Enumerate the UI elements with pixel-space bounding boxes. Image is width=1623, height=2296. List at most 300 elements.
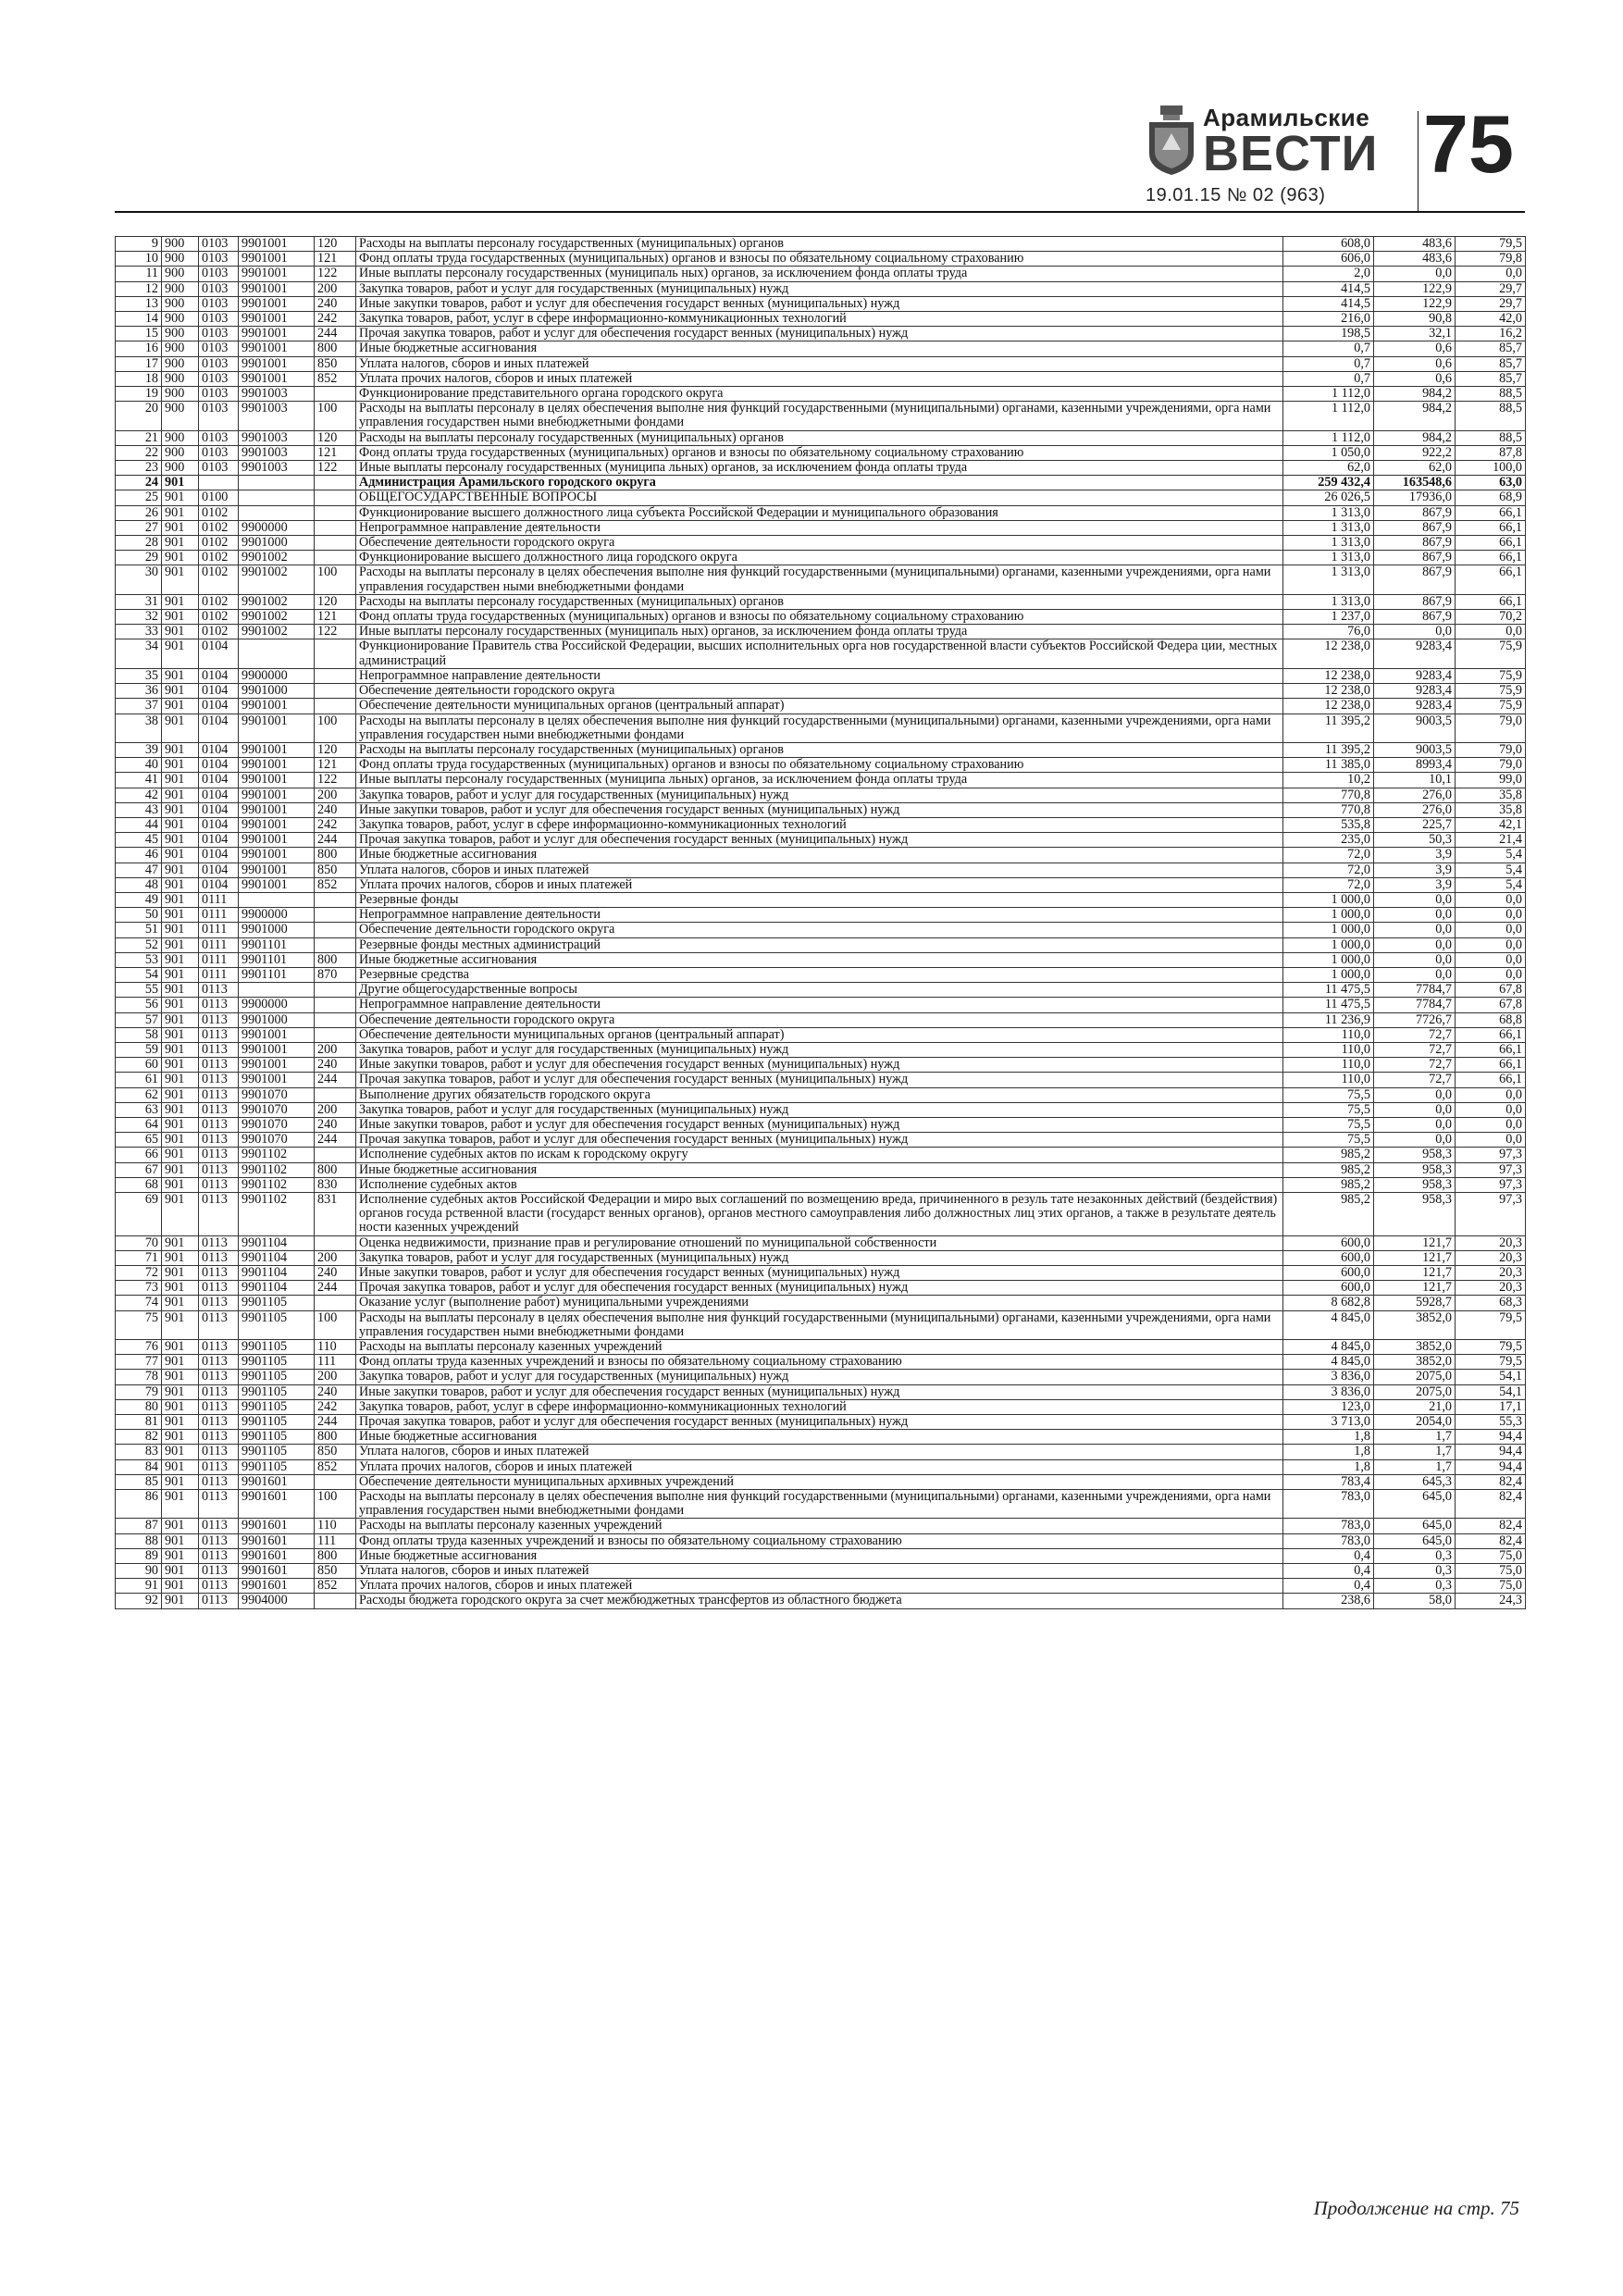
table-cell: 111 [315, 1533, 356, 1548]
table-cell: 10 [116, 252, 162, 267]
table-cell: 901 [162, 668, 199, 683]
table-cell [315, 536, 356, 551]
table-cell: 0,4 [1283, 1548, 1374, 1563]
table-cell: Расходы на выплаты персоналу государственных (муниципальных) органов [356, 237, 1283, 252]
table-cell: Обеспечение деятельности городского округа [356, 1012, 1283, 1027]
table-cell: Иные выплаты персоналу государственных (муниципаль ных) органов, за исключением фонда оплаты труда [356, 625, 1283, 639]
table-cell: 79,5 [1456, 1310, 1526, 1339]
table-cell: Функционирование Правитель ства Российской Федерации, высших исполнительных орга нов государственной власти субъектов Российской Федера ции, местных администраций [356, 639, 1283, 668]
table-cell: 9901001 [239, 699, 315, 714]
table-cell: Уплата прочих налогов, сборов и иных платежей [356, 1579, 1283, 1594]
table-cell: 1,7 [1374, 1459, 1456, 1474]
table-cell: 16 [116, 341, 162, 356]
table-cell: Фонд оплаты труда государственных (муниципальных) органов и взносы по обязательному социальному страхованию [356, 758, 1283, 773]
table-cell: 901 [162, 1310, 199, 1339]
table-cell: 0102 [199, 536, 239, 551]
table-cell: 13 [116, 296, 162, 311]
table-cell: 901 [162, 1564, 199, 1579]
table-cell: Закупка товаров, работ, услуг в сфере информационно-коммуникационных технологий [356, 1399, 1283, 1414]
table-cell: 0113 [199, 983, 239, 998]
table-cell: 1 313,0 [1283, 551, 1374, 565]
table-cell: 900 [162, 356, 199, 371]
table-cell [315, 684, 356, 699]
table-cell: 79 [116, 1384, 162, 1399]
table-cell: 20,3 [1456, 1235, 1526, 1250]
table-cell: 3,9 [1374, 863, 1456, 877]
table-cell: 0113 [199, 1087, 239, 1102]
table-cell [315, 668, 356, 683]
table-cell: 0103 [199, 356, 239, 371]
table-cell: 24 [116, 476, 162, 490]
table-cell: 0,0 [1374, 952, 1456, 967]
table-cell: 9901105 [239, 1459, 315, 1474]
table-row [116, 1087, 1526, 1102]
table-cell: 75,9 [1456, 639, 1526, 668]
table-cell: 0113 [199, 1355, 239, 1370]
table-cell: 72,0 [1283, 848, 1374, 863]
table-cell: 0,4 [1283, 1564, 1374, 1579]
table-cell: 0103 [199, 327, 239, 341]
table-cell: 901 [162, 1445, 199, 1459]
table-cell: 42,1 [1456, 817, 1526, 832]
table-cell: 39 [116, 742, 162, 757]
table-cell: 122 [315, 461, 356, 476]
table-cell: 0,0 [1374, 1087, 1456, 1102]
table-cell: 15 [116, 327, 162, 341]
table-cell: 9901001 [239, 848, 315, 863]
table-cell: 110 [315, 1340, 356, 1355]
table-cell: 9901001 [239, 802, 315, 817]
table-cell: 36 [116, 684, 162, 699]
table-cell: 0104 [199, 668, 239, 683]
table-row [116, 312, 1526, 327]
table-cell: 0111 [199, 937, 239, 952]
table-cell: 0113 [199, 1490, 239, 1519]
table-cell: 901 [162, 1519, 199, 1533]
table-cell: 9901003 [239, 461, 315, 476]
table-cell: 121,7 [1374, 1235, 1456, 1250]
table-cell: 9901104 [239, 1235, 315, 1250]
table-cell: 11 [116, 267, 162, 281]
table-cell: 66 [116, 1148, 162, 1162]
table-cell: Расходы на выплаты персоналу в целях обеспечения выполне ния функций государственными (муниципальными) органами, казенными учреждениями, орга нами управления государствен ными внебюджетными фондами [356, 1310, 1283, 1339]
table-cell: 66,1 [1456, 536, 1526, 551]
table-cell: 97,3 [1456, 1193, 1526, 1236]
table-row [116, 1445, 1526, 1459]
table-cell: 0113 [199, 1399, 239, 1414]
table-cell: 200 [315, 1102, 356, 1117]
table-cell: 17,1 [1456, 1399, 1526, 1414]
table-cell: 0,0 [1456, 1117, 1526, 1132]
table-cell: Фонд оплаты труда казенных учреждений и взносы по обязательному социальному страхованию [356, 1533, 1283, 1548]
table-cell: 0103 [199, 387, 239, 402]
table-cell: 9901601 [239, 1519, 315, 1533]
table-cell: 0102 [199, 594, 239, 609]
table-cell: 72,7 [1374, 1058, 1456, 1073]
table-cell: 9901000 [239, 923, 315, 937]
table-cell: 88,5 [1456, 402, 1526, 430]
table-cell: Обеспечение деятельности муниципальных органов (центральный аппарат) [356, 1027, 1283, 1042]
table-cell: 9901002 [239, 610, 315, 625]
table-cell: Расходы на выплаты персоналу в целях обеспечения выполне ния функций государственными (муниципальными) органами, казенными учреждениями, орга нами управления государствен ными внебюджетными фондами [356, 1490, 1283, 1519]
table-row [116, 356, 1526, 371]
table-cell: 120 [315, 237, 356, 252]
table-cell: 0,7 [1283, 356, 1374, 371]
table-cell: 7726,7 [1374, 1012, 1456, 1027]
table-cell: 9901102 [239, 1193, 315, 1236]
table-cell: 58 [116, 1027, 162, 1042]
table-cell: 69 [116, 1193, 162, 1236]
table-cell: 0113 [199, 1193, 239, 1236]
table-cell: 9901003 [239, 430, 315, 445]
table-cell: 867,9 [1374, 610, 1456, 625]
table-cell: 200 [315, 1370, 356, 1384]
table-cell: 99,0 [1456, 773, 1526, 788]
table-cell: 958,3 [1374, 1162, 1456, 1177]
table-cell: 9901104 [239, 1281, 315, 1296]
table-row [116, 371, 1526, 386]
table-cell: Расходы на выплаты персоналу государственных (муниципальных) органов [356, 742, 1283, 757]
table-cell: 8 682,8 [1283, 1296, 1374, 1310]
table-row [116, 327, 1526, 341]
table-cell: 9901001 [239, 817, 315, 832]
table-cell: 0104 [199, 848, 239, 863]
table-cell: Расходы на выплаты персоналу государственных (муниципальных) органов [356, 594, 1283, 609]
table-cell [315, 505, 356, 520]
table-cell: 901 [162, 1193, 199, 1236]
table-row [116, 983, 1526, 998]
table-cell: 901 [162, 1340, 199, 1355]
table-cell: 0103 [199, 296, 239, 311]
table-cell: 0113 [199, 1250, 239, 1265]
table-cell: 17 [116, 356, 162, 371]
table-cell: 9901001 [239, 252, 315, 267]
table-cell: 9901105 [239, 1384, 315, 1399]
table-row [116, 296, 1526, 311]
table-cell: 75,5 [1283, 1102, 1374, 1117]
table-cell: 9901070 [239, 1102, 315, 1117]
table-cell: Обеспечение деятельности городского округа [356, 536, 1283, 551]
table-cell: 0,0 [1456, 967, 1526, 982]
table-cell: 70 [116, 1235, 162, 1250]
table-row [116, 1266, 1526, 1281]
table-cell: 244 [315, 1415, 356, 1430]
table-cell: 901 [162, 773, 199, 788]
table-cell: 242 [315, 1399, 356, 1414]
table-cell: 901 [162, 1370, 199, 1384]
table-cell: Иные закупки товаров, работ и услуг для обеспечения государст венных (муниципальных) нужд [356, 1058, 1283, 1073]
table-cell: 0113 [199, 1445, 239, 1459]
table-cell: 75,5 [1283, 1117, 1374, 1132]
table-cell: 0,3 [1374, 1579, 1456, 1594]
table-cell: 9901001 [239, 267, 315, 281]
table-cell: 9901001 [239, 773, 315, 788]
table-cell: 66,1 [1456, 505, 1526, 520]
table-cell: 1 000,0 [1283, 908, 1374, 923]
table-row [116, 267, 1526, 281]
table-cell: 9283,4 [1374, 684, 1456, 699]
table-cell: Уплата налогов, сборов и иных платежей [356, 356, 1283, 371]
table-cell: 225,7 [1374, 817, 1456, 832]
table-cell: 9901002 [239, 551, 315, 565]
table-cell: 9900000 [239, 908, 315, 923]
table-cell: 867,9 [1374, 505, 1456, 520]
table-cell: 244 [315, 1073, 356, 1087]
table-cell: 800 [315, 1548, 356, 1563]
table-cell: 0104 [199, 699, 239, 714]
table-cell: 100 [315, 565, 356, 594]
table-cell: 42,0 [1456, 312, 1526, 327]
table-cell: 0113 [199, 1415, 239, 1430]
table-cell: 800 [315, 848, 356, 863]
table-cell: 0102 [199, 610, 239, 625]
table-cell: 958,3 [1374, 1177, 1456, 1192]
table-row [116, 848, 1526, 863]
table-cell: 63,0 [1456, 476, 1526, 490]
table-cell: 17936,0 [1374, 490, 1456, 505]
table-cell: 75,0 [1456, 1579, 1526, 1594]
table-cell: 49 [116, 892, 162, 907]
table-cell: 3852,0 [1374, 1340, 1456, 1355]
table-cell: Резервные фонды [356, 892, 1283, 907]
table-cell: 0113 [199, 1430, 239, 1445]
table-cell: 900 [162, 296, 199, 311]
table-cell: 900 [162, 461, 199, 476]
table-cell: 71 [116, 1250, 162, 1265]
table-cell: 9901003 [239, 387, 315, 402]
table-cell: 9901001 [239, 281, 315, 296]
table-cell: 11 475,5 [1283, 983, 1374, 998]
table-cell: 901 [162, 1594, 199, 1608]
table-cell: Расходы на выплаты персоналу в целях обеспечения выполне ния функций государственными (муниципальными) органами, казенными учреждениями, орга нами управления государствен ными внебюджетными фондами [356, 714, 1283, 742]
table-cell: 2075,0 [1374, 1384, 1456, 1399]
table-cell: 901 [162, 983, 199, 998]
table-cell: 0103 [199, 371, 239, 386]
table-cell: Иные бюджетные ассигнования [356, 1548, 1283, 1563]
table-cell: 9901105 [239, 1355, 315, 1370]
table-cell: 985,2 [1283, 1148, 1374, 1162]
table-cell: 9901001 [239, 742, 315, 757]
table-cell: 901 [162, 1399, 199, 1414]
table-cell: 9901601 [239, 1533, 315, 1548]
table-cell: Прочая закупка товаров, работ и услуг для обеспечения государст венных (муниципальных) нужд [356, 833, 1283, 848]
table-cell [239, 490, 315, 505]
table-cell: 830 [315, 1177, 356, 1192]
table-cell: 11 385,0 [1283, 758, 1374, 773]
table-cell: 1 313,0 [1283, 594, 1374, 609]
table-row [116, 773, 1526, 788]
table-cell: 0111 [199, 967, 239, 982]
table-cell: 535,8 [1283, 817, 1374, 832]
table-cell: 0113 [199, 1266, 239, 1281]
table-cell: 121 [315, 252, 356, 267]
table-cell: 29 [116, 551, 162, 565]
table-cell: 3 836,0 [1283, 1370, 1374, 1384]
table-cell: 67,8 [1456, 983, 1526, 998]
table-cell: 87,8 [1456, 445, 1526, 460]
table-row [116, 1370, 1526, 1384]
table-cell: 9901001 [239, 327, 315, 341]
table-cell: 0,0 [1456, 908, 1526, 923]
table-cell: 2075,0 [1374, 1370, 1456, 1384]
table-cell: 48 [116, 877, 162, 892]
table-cell: 66,1 [1456, 551, 1526, 565]
table-cell: 1 000,0 [1283, 937, 1374, 952]
table-cell: 900 [162, 445, 199, 460]
table-cell: 76,0 [1283, 625, 1374, 639]
table-cell: 0102 [199, 520, 239, 535]
table-cell: 0,0 [1374, 1133, 1456, 1148]
table-cell: 984,2 [1374, 402, 1456, 430]
table-cell: 111 [315, 1355, 356, 1370]
table-cell: 0113 [199, 1594, 239, 1608]
table-cell: 0103 [199, 402, 239, 430]
table-cell [315, 983, 356, 998]
table-cell: 66,1 [1456, 520, 1526, 535]
table-row [116, 1133, 1526, 1148]
table-cell: 240 [315, 802, 356, 817]
table-cell: 1 000,0 [1283, 952, 1374, 967]
table-cell: Исполнение судебных актов Российской Федерации и миро вых соглашений по возмещению вреда, причиненного в резуль тате незаконных действий (бездействия) органов госуда рственной власти (государст венных органов), органов местного самоуправления либо должностных лиц этих органов, а также в результате деятель ности казенных учреждений [356, 1193, 1283, 1236]
table-cell: 244 [315, 1281, 356, 1296]
table-cell: 901 [162, 1250, 199, 1265]
table-cell: 12 238,0 [1283, 684, 1374, 699]
table-cell: 0103 [199, 461, 239, 476]
table-cell: Уплата налогов, сборов и иных платежей [356, 1445, 1283, 1459]
table-cell: 901 [162, 802, 199, 817]
table-cell: 9901105 [239, 1445, 315, 1459]
table-cell: 9901101 [239, 952, 315, 967]
table-cell: Иные бюджетные ассигнования [356, 848, 1283, 863]
table-cell: 63 [116, 1102, 162, 1117]
table-cell: 85,7 [1456, 371, 1526, 386]
table-cell: 985,2 [1283, 1177, 1374, 1192]
table-cell: 75,5 [1283, 1087, 1374, 1102]
table-cell [315, 1148, 356, 1162]
table-cell: 850 [315, 863, 356, 877]
table-cell: 9 [116, 237, 162, 252]
table-cell: 11 236,9 [1283, 1012, 1374, 1027]
table-cell: 0,0 [1456, 267, 1526, 281]
table-cell: 9901070 [239, 1117, 315, 1132]
table-cell: 90 [116, 1564, 162, 1579]
table-cell: 100 [315, 714, 356, 742]
table-cell: 0103 [199, 252, 239, 267]
table-row [116, 1474, 1526, 1489]
table-cell: Расходы на выплаты персоналу казенных учреждений [356, 1340, 1283, 1355]
table-cell: 50 [116, 908, 162, 923]
table-cell: 57 [116, 1012, 162, 1027]
table-cell: 900 [162, 237, 199, 252]
table-cell: 900 [162, 312, 199, 327]
continuation-note: Продолжение на стр. 75 [1313, 2197, 1519, 2219]
table-cell: 9900000 [239, 998, 315, 1012]
table-row [116, 1102, 1526, 1117]
table-cell: 984,2 [1374, 430, 1456, 445]
table-row [116, 1310, 1526, 1339]
table-cell: 9901002 [239, 625, 315, 639]
table-cell: 0113 [199, 1027, 239, 1042]
table-cell: 0104 [199, 758, 239, 773]
table-row [116, 1162, 1526, 1177]
table-cell: 240 [315, 1266, 356, 1281]
table-cell: 9901001 [239, 1027, 315, 1042]
table-cell: 852 [315, 1459, 356, 1474]
table-cell: 900 [162, 252, 199, 267]
table-cell: 3 836,0 [1283, 1384, 1374, 1399]
table-cell: 901 [162, 937, 199, 952]
table-row [116, 1490, 1526, 1519]
table-row [116, 892, 1526, 907]
table-cell: Непрограммное направление деятельности [356, 998, 1283, 1012]
table-cell [315, 639, 356, 668]
table-cell: 901 [162, 758, 199, 773]
table-cell: 66,1 [1456, 1073, 1526, 1087]
table-cell: 850 [315, 1564, 356, 1579]
table-row [116, 1594, 1526, 1608]
table-cell: 0104 [199, 817, 239, 832]
table-cell: 0,0 [1374, 923, 1456, 937]
table-cell: 1 313,0 [1283, 565, 1374, 594]
table-cell: 901 [162, 998, 199, 1012]
table-cell: 867,9 [1374, 565, 1456, 594]
table-cell: 120 [315, 742, 356, 757]
table-cell: 66,1 [1456, 565, 1526, 594]
table-cell: Иные закупки товаров, работ и услуг для обеспечения государст венных (муниципальных) нужд [356, 296, 1283, 311]
table-cell: 82,4 [1456, 1519, 1526, 1533]
table-cell: 18 [116, 371, 162, 386]
table-cell: 0104 [199, 639, 239, 668]
table-cell: 0104 [199, 714, 239, 742]
table-cell: 122,9 [1374, 281, 1456, 296]
table-cell: Администрация Арамильского городского округа [356, 476, 1283, 490]
table-cell: 79,5 [1456, 1355, 1526, 1370]
table-cell: Прочая закупка товаров, работ и услуг для обеспечения государст венных (муниципальных) нужд [356, 1133, 1283, 1148]
table-cell: 9901001 [239, 371, 315, 386]
table-cell: 50,3 [1374, 833, 1456, 848]
table-row [116, 1579, 1526, 1594]
brand-name-small: Арамильские [1203, 104, 1370, 131]
table-cell: 200 [315, 281, 356, 296]
table-cell: 9901070 [239, 1087, 315, 1102]
table-cell: 276,0 [1374, 788, 1456, 802]
table-cell: 21 [116, 430, 162, 445]
table-cell: 901 [162, 1490, 199, 1519]
table-cell: 30 [116, 565, 162, 594]
table-cell: 850 [315, 356, 356, 371]
table-row [116, 668, 1526, 683]
table-cell: 985,2 [1283, 1162, 1374, 1177]
table-cell: 901 [162, 788, 199, 802]
table-cell: 901 [162, 1162, 199, 1177]
table-cell: 0104 [199, 863, 239, 877]
table-cell [315, 387, 356, 402]
table-cell: 0102 [199, 625, 239, 639]
table-cell: 70,2 [1456, 610, 1526, 625]
table-cell: 78 [116, 1370, 162, 1384]
table-row [116, 923, 1526, 937]
table-cell: 901 [162, 1117, 199, 1132]
table-cell: Фонд оплаты труда государственных (муниципальных) органов и взносы по обязательному социальному страхованию [356, 252, 1283, 267]
table-cell: 79,5 [1456, 1340, 1526, 1355]
table-cell: 9901601 [239, 1474, 315, 1489]
table-cell: 14 [116, 312, 162, 327]
table-cell: 87 [116, 1519, 162, 1533]
table-cell: 72,7 [1374, 1073, 1456, 1087]
table-cell: 0104 [199, 788, 239, 802]
table-cell: 0,0 [1456, 937, 1526, 952]
table-row [116, 1564, 1526, 1579]
